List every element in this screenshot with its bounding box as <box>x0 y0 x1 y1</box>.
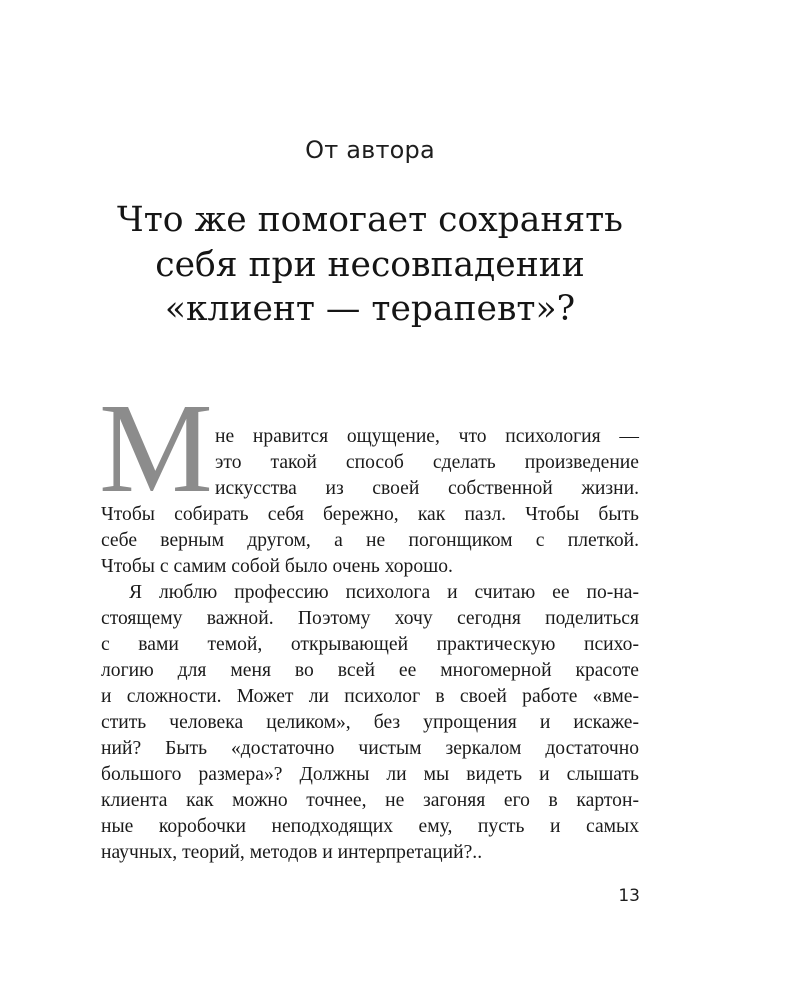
text-line: Чтобы собирать себя бережно, как пазл. Чтобы быть <box>101 504 639 525</box>
text-line: стоящему важной. Поэтому хочу сегодня поделиться <box>101 608 639 629</box>
text-line: научных, теорий, методов и интерпретаций?.. <box>101 842 483 863</box>
text-line: и сложности. Может ли психолог в своей работе «вме- <box>101 686 639 707</box>
chapter-title-line: себя при несовпадении <box>155 244 585 285</box>
chapter-title-line: Что же помогает сохранять <box>117 200 623 240</box>
drop-cap-letter: М <box>99 377 213 519</box>
text-line: логию для меня во всей ее многомерной красоте <box>101 660 639 681</box>
text-line: искусства из своей собственной жизни. <box>215 478 639 499</box>
text-line: это такой способ сделать произведение <box>215 452 639 473</box>
text-line: ний? Быть «достаточно чистым зеркалом достаточно <box>101 738 639 759</box>
body-text <box>101 424 639 866</box>
chapter-title <box>80 198 660 332</box>
text-line: ные коробочки неподходящих ему, пусть и самых <box>101 816 639 837</box>
text-line: Я люблю профессию психолога и считаю ее по-на- <box>129 582 639 603</box>
text-line: большого размера»? Должны ли мы видеть и слышать <box>101 764 639 785</box>
text-line: стить человека целиком», без упрощения и искаже- <box>101 712 639 733</box>
text-line: с вами темой, открывающей практическую психо- <box>101 634 639 655</box>
text-line: не нравится ощущение, что психология — <box>215 426 639 447</box>
section-label: От автора <box>305 136 435 164</box>
text-line: себе верным другом, а не погонщиком с плеткой. <box>101 530 639 551</box>
chapter-title-line: «клиент — терапевт»? <box>164 289 576 329</box>
page-number: 13 <box>618 886 640 906</box>
text-line: Чтобы с самим собой было очень хорошо. <box>101 556 453 577</box>
text-line: клиента как можно точнее, не загоняя его в картон- <box>101 790 639 811</box>
